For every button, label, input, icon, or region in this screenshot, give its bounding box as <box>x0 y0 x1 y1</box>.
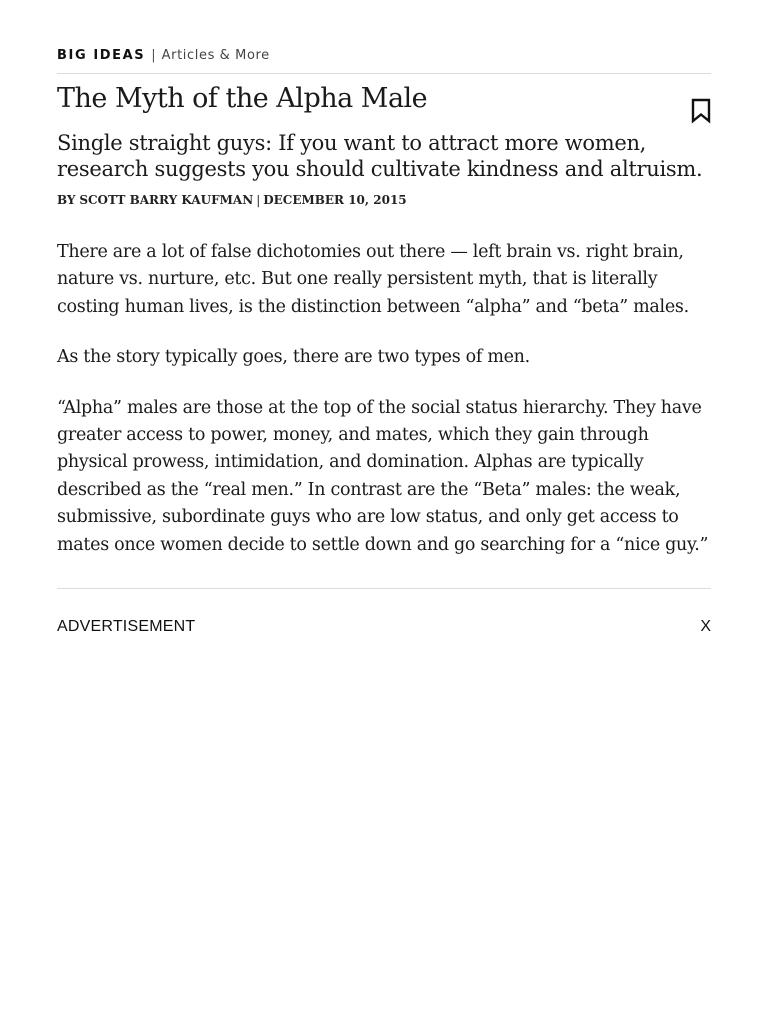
byline-separator: | <box>256 193 261 207</box>
body-paragraph: As the story typically goes, there are two types of men. <box>57 347 530 368</box>
section-separator: | <box>151 48 156 63</box>
ad-divider <box>57 588 711 589</box>
advertisement-label: ADVERTISEMENT <box>57 618 196 635</box>
section-header <box>57 44 270 63</box>
section-name[interactable]: BIG IDEAS <box>57 48 146 63</box>
article-title: The Myth of the Alpha Male <box>57 83 428 114</box>
advertisement-close-button[interactable]: X <box>700 618 711 635</box>
publish-date: DECEMBER 10, 2015 <box>263 193 407 207</box>
subsection-link[interactable]: Articles & More <box>161 48 270 63</box>
body-paragraph: “Alpha” males are those at the top of the social status hierarchy. They have greater access to power, money, and mates, which they gain through physical prowess, intimidation, and domination. Alphas are typically described as the “real men.” In contrast are the “Beta” males: the weak, submissive, subordinate guys who are low status, and only get access to mates once women decide to settle down and go searching for a “nice guy.” <box>57 397 709 555</box>
header-divider <box>57 73 711 74</box>
byline-prefix: BY <box>57 193 76 207</box>
body-paragraph: There are a lot of false dichotomies out there — left brain vs. right brain, nature vs. nurture, etc. But one really persistent myth, that is literally costing human lives, is the distinction between “alpha” and “beta” males. <box>57 242 689 317</box>
bookmark-icon[interactable] <box>690 98 714 124</box>
article-dek: Single straight guys: If you want to attract more women, research suggests you should cultivate kindness and altruism. <box>57 131 703 181</box>
article-body <box>57 239 711 582</box>
byline <box>57 193 407 207</box>
author-link[interactable]: SCOTT BARRY KAUFMAN <box>79 193 254 207</box>
